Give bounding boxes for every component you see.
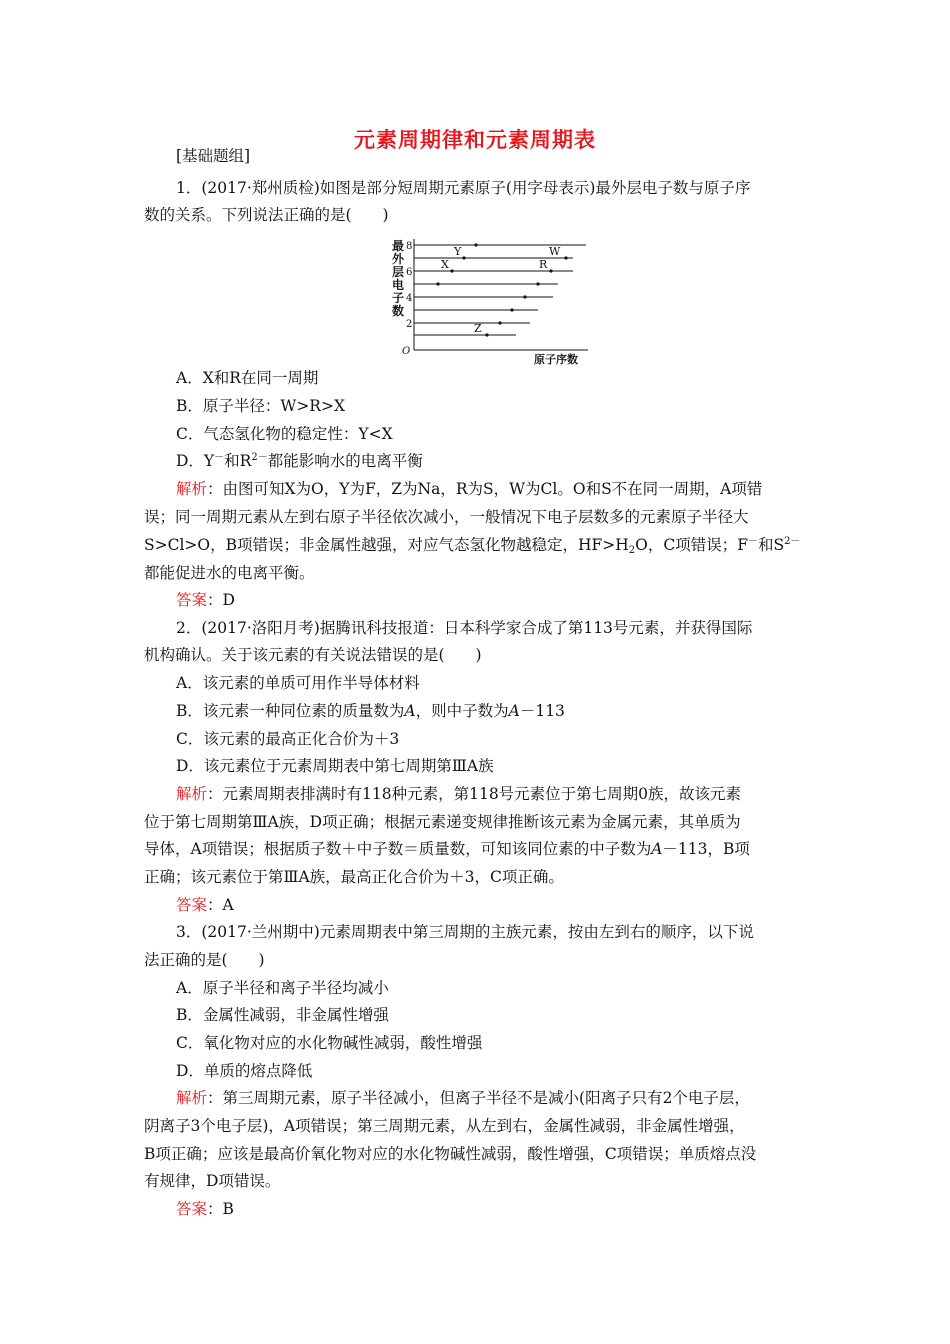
analysis-label: 解析 xyxy=(176,480,208,498)
data-point xyxy=(549,269,552,272)
q2-analysis-line4: 正确；该元素位于第ⅢA族，最高正化合价为＋3，C项正确。 xyxy=(144,868,564,886)
y-axis-label-char: 外 xyxy=(392,252,405,266)
group-label: [基础题组] xyxy=(176,147,251,165)
origin-label: O xyxy=(402,346,411,357)
q2-stem-line2: 机构确认。关于该元素的有关说法错误的是( ) xyxy=(144,646,482,664)
data-point xyxy=(485,333,488,336)
q1-figure xyxy=(388,234,594,368)
answer-label: 答案 xyxy=(176,591,208,609)
answer-label: 答案 xyxy=(176,1200,208,1218)
y-axis-label-char: 最 xyxy=(392,239,405,253)
y-axis-label-char: 层 xyxy=(392,265,405,279)
q3-analysis-line3: B项正确；应该是最高价氧化物对应的水化物碱性减弱，酸性增强，C项错误；单质熔点没 xyxy=(144,1145,757,1163)
point-label-y: Y xyxy=(454,245,462,258)
q2-option-b: B．该元素一种同位素的质量数为A，则中子数为A－113 xyxy=(176,702,565,720)
point-label-r: R xyxy=(539,258,548,271)
q3-option-d: D．单质的熔点降低 xyxy=(176,1062,313,1080)
analysis-label: 解析 xyxy=(176,1089,208,1107)
data-point xyxy=(536,282,539,285)
y-axis-label-char: 子 xyxy=(392,291,405,305)
y-tick-label: 2 xyxy=(406,319,413,330)
q2-analysis-line3: 导体，A项错误；根据质子数＋中子数＝质量数，可知该同位素的中子数为A－113，B项 xyxy=(144,840,750,858)
analysis-label: 解析 xyxy=(176,785,208,803)
q3-analysis-line1: 解析：第三周期元素，原子半径减小，但离子半径不是减小(阳离子只有2个电子层， xyxy=(176,1089,750,1107)
y-tick-label: 8 xyxy=(406,241,413,252)
q1-analysis-line2: 误；同一周期元素从左到右原子半径依次减小，一般情况下电子层数多的元素原子半径大 xyxy=(144,508,749,526)
answer-label: 答案 xyxy=(176,896,208,914)
q1-stem-line2: 数的关系。下列说法正确的是( ) xyxy=(144,206,389,224)
q2-stem-line1: 2．(2017·洛阳月考)据腾讯科技报道：日本科学家合成了第113号元素，并获得国际 xyxy=(176,619,753,637)
q2-option-d: D．该元素位于元素周期表中第七周期第ⅢA族 xyxy=(176,757,494,775)
data-point xyxy=(523,295,526,298)
data-point xyxy=(462,256,465,259)
data-point xyxy=(564,256,567,259)
q1-option-c: C．气态氢化物的稳定性：Y<X xyxy=(176,425,393,443)
data-point xyxy=(450,269,453,272)
q3-option-b: B．金属性减弱，非金属性增强 xyxy=(176,1006,389,1024)
q1-option-d: D．Y－和$R^{2-}$都能影响水的电离平衡 xyxy=(176,452,423,470)
q3-analysis-line4: 有规律，D项错误。 xyxy=(144,1172,281,1190)
q3-stem-line1: 3．(2017·兰州期中)元素周期表中第三周期的主族元素，按由左到右的顺序，以下说 xyxy=(176,923,754,941)
y-tick-label: 4 xyxy=(406,293,413,304)
q1-analysis-line3: S>Cl>O，B项错误；非金属性越强，对应气态氢化物越稳定，HF>H2O，C项错误；F－和$S^{2-}$ xyxy=(144,536,801,556)
q3-stem-line2: 法正确的是( ) xyxy=(144,951,265,969)
q2-answer: 答案：A xyxy=(176,896,234,914)
page-title: 元素周期律和元素周期表 xyxy=(354,127,596,152)
q1-stem-line1: 1．(2017·郑州质检)如图是部分短周期元素原子(用字母表示)最外层电子数与原子序 xyxy=(176,179,751,197)
y-axis-label-char: 数 xyxy=(392,304,405,318)
q1-option-a: A．X和R在同一周期 xyxy=(176,369,319,387)
q2-analysis-line2: 位于第七周期第ⅢA族，D项正确；根据元素递变规律推断该元素为金属元素，其单质为 xyxy=(144,813,741,831)
q2-option-a: A．该元素的单质可用作半导体材料 xyxy=(176,674,420,692)
y-axis-label-char: 电 xyxy=(392,278,405,292)
q3-answer: 答案：B xyxy=(176,1200,234,1218)
q3-option-a: A．原子半径和离子半径均减小 xyxy=(176,979,389,997)
q3-analysis-line2: 阴离子3个电子层)，A项错误；第三周期元素，从左到右，金属性减弱，非金属性增强， xyxy=(144,1117,745,1135)
x-axis-label: 原子序数 xyxy=(534,353,578,366)
q1-analysis-line4: 都能促进水的电离平衡。 xyxy=(144,564,315,582)
y-tick-label: 6 xyxy=(406,267,413,278)
data-point xyxy=(510,308,513,311)
q2-analysis-line1: 解析：元素周期表排满时有118种元素，第118号元素位于第七周期0族，故该元素 xyxy=(176,785,742,803)
point-label-z: Z xyxy=(474,322,482,335)
point-label-w: W xyxy=(549,245,561,258)
q1-analysis-line1: 解析：由图可知X为O，Y为F，Z为Na，R为S，W为Cl。O和S不在同一周期，A项错 xyxy=(176,480,763,498)
q1-option-b: B．原子半径：W>R>X xyxy=(176,397,346,415)
q2-option-c: C．该元素的最高正化合价为＋3 xyxy=(176,730,400,748)
q1-answer: 答案：D xyxy=(176,591,235,609)
data-point xyxy=(474,243,477,246)
data-point xyxy=(436,282,439,285)
q3-option-c: C．氧化物对应的水化物碱性减弱，酸性增强 xyxy=(176,1034,483,1052)
data-point xyxy=(498,321,501,324)
point-label-x: X xyxy=(441,258,449,271)
